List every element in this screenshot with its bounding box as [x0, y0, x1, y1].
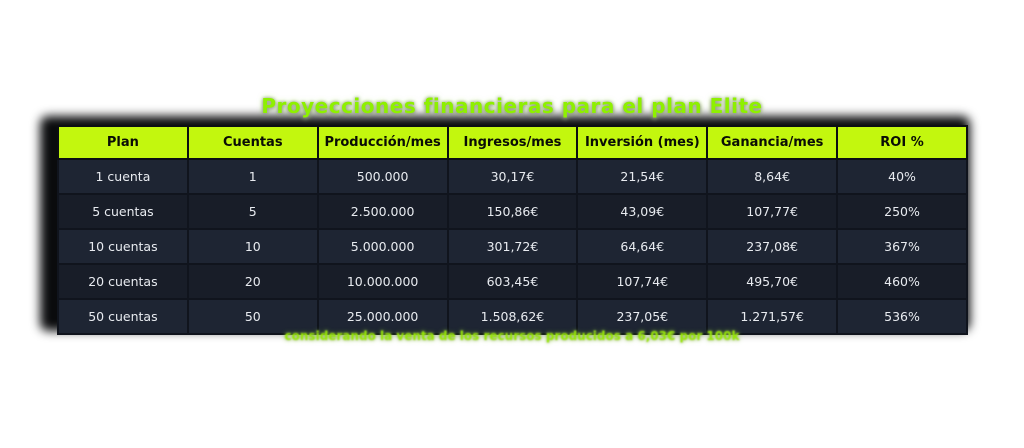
table-cell: 500.000	[318, 159, 448, 194]
table-cell: 367%	[837, 229, 967, 264]
table-caption: considerando la venta de los recursos producidos a 6,03€ por 100k	[284, 329, 740, 343]
table-cell: 495,70€	[707, 264, 837, 299]
table-cell: 5 cuentas	[58, 194, 188, 229]
table-cell: 460%	[837, 264, 967, 299]
table-cell: 20	[188, 264, 318, 299]
column-header: Plan	[58, 126, 188, 159]
projections-table	[57, 125, 968, 335]
table-cell: 20 cuentas	[58, 264, 188, 299]
table-cell: 1	[188, 159, 318, 194]
table-cell: 30,17€	[448, 159, 578, 194]
table-cell: 50 cuentas	[58, 299, 188, 334]
table-cell: 5	[188, 194, 318, 229]
table-cell: 603,45€	[448, 264, 578, 299]
column-header: Cuentas	[188, 126, 318, 159]
table-row	[58, 264, 967, 299]
table-cell: 10.000.000	[318, 264, 448, 299]
table-cell: 43,09€	[577, 194, 707, 229]
column-header: ROI %	[837, 126, 967, 159]
table-cell: 237,08€	[707, 229, 837, 264]
table-row	[58, 229, 967, 264]
table-row	[58, 159, 967, 194]
table-cell: 536%	[837, 299, 967, 334]
table-cell: 2.500.000	[318, 194, 448, 229]
table-cell: 107,77€	[707, 194, 837, 229]
column-header: Ingresos/mes	[448, 126, 578, 159]
table-cell: 150,86€	[448, 194, 578, 229]
table-cell: 107,74€	[577, 264, 707, 299]
table-cell: 64,64€	[577, 229, 707, 264]
table-cell: 237,05€	[577, 299, 707, 334]
table-cell: 40%	[837, 159, 967, 194]
table-cell: 10	[188, 229, 318, 264]
table-cell: 8,64€	[707, 159, 837, 194]
table-cell: 10 cuentas	[58, 229, 188, 264]
table-cell: 5.000.000	[318, 229, 448, 264]
table-cell: 21,54€	[577, 159, 707, 194]
table-cell: 1.508,62€	[448, 299, 578, 334]
table-cell: 50	[188, 299, 318, 334]
table-cell: 25.000.000	[318, 299, 448, 334]
column-header: Inversión (mes)	[577, 126, 707, 159]
table-cell: 301,72€	[448, 229, 578, 264]
table-cell: 1.271,57€	[707, 299, 837, 334]
table-header-row	[58, 126, 967, 159]
table-row	[58, 194, 967, 229]
table-cell: 1 cuenta	[58, 159, 188, 194]
column-header: Ganancia/mes	[707, 126, 837, 159]
column-header: Producción/mes	[318, 126, 448, 159]
chart-title: Proyecciones financieras para el plan Elite	[261, 94, 763, 118]
table-cell: 250%	[837, 194, 967, 229]
